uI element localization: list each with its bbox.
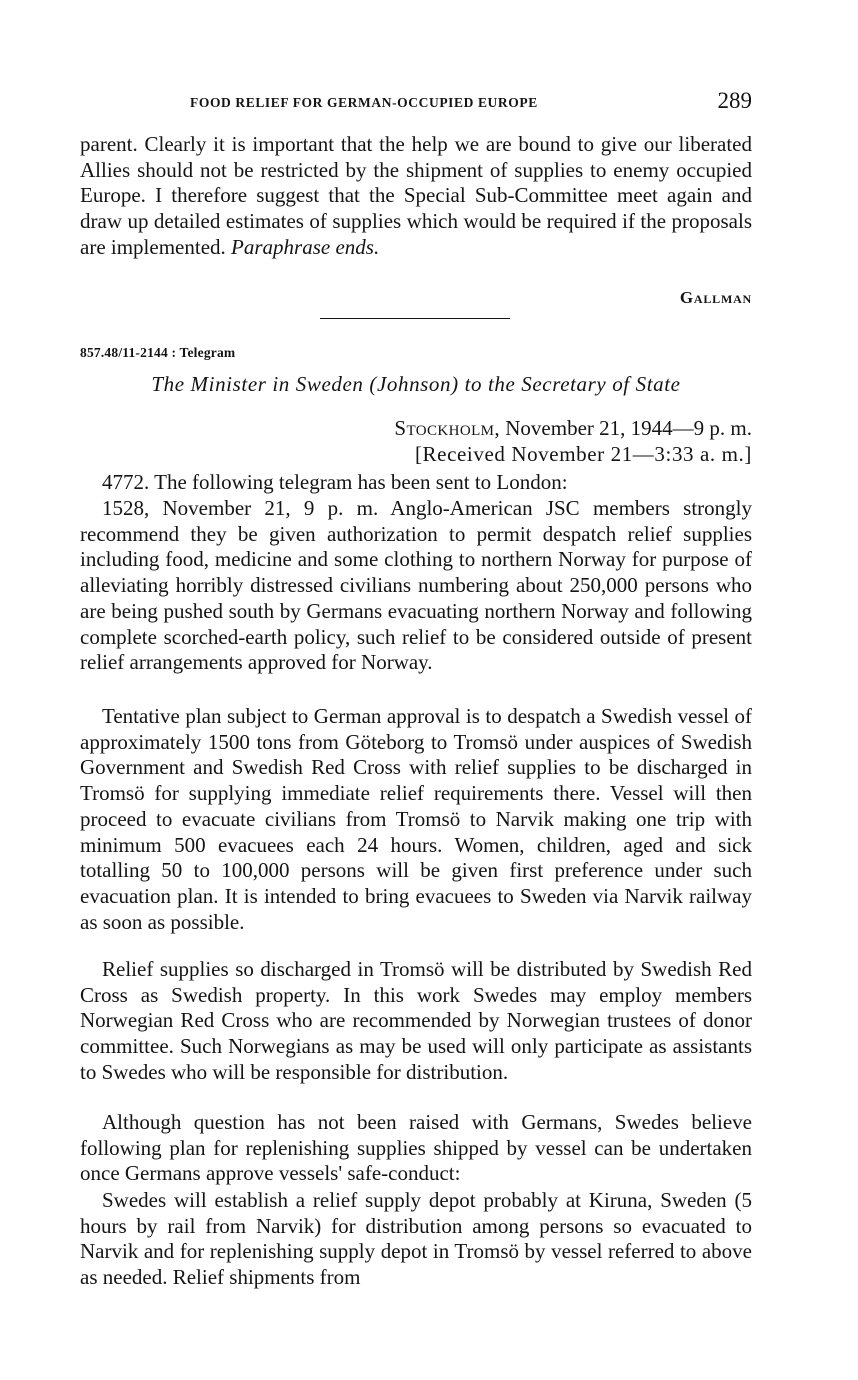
paragraph-5: Although question has not been raised with Germans, Swedes believe following plan for replenishing supplies shipped by vessel can be undertaken once Germans approve vessels' safe-conduct: bbox=[80, 1110, 752, 1186]
paragraph-4: Relief supplies so discharged in Tromsö will be distributed by Swedish Red Cross as Swedish property. In this work Swedes may employ members Norwegian Red Cross who are recommended by Norwegian trustees of donor committee. Such Norwegians as may be used will only participate as assistants to Swedes who will be responsible for distribution. bbox=[80, 957, 752, 1084]
paraphrase-ends: Paraphrase ends. bbox=[231, 234, 380, 259]
paragraph-2: 1528, November 21, 9 p. m. Anglo-American JSC members strongly recommend they be given authorization to permit despatch relief supplies including food, medicine and some clothing to northern Norway for purpose of alleviating horribly distressed civilians numbering about 250,000 persons who are being pushed south by Germans evacuating northern Norway and following complete scorched-earth policy, such relief to be considered outside of present relief arrangements approved for Norway. bbox=[80, 496, 752, 675]
dateline-date: November 21, 1944—9 p. m. bbox=[505, 416, 752, 440]
document-title: The Minister in Sweden (Johnson) to the Secretary of State bbox=[151, 372, 681, 396]
running-title: FOOD RELIEF FOR GERMAN-OCCUPIED EUROPE bbox=[190, 95, 538, 110]
paragraph-3: Tentative plan subject to German approval is to despatch a Swedish vessel of approximately 1500 tons from Göteborg to Tromsö under auspices of Swedish Government and Swedish Red Cross with relief supplies to be discharged in Tromsö for supplying immediate relief requirements there. Vessel will then proceed to evacuate civilians from Tromsö to Narvik making one trip with minimum 500 evacuees each 24 hours. Women, children, aged and sick totalling 50 to 100,000 persons will be given first preference under such evacuation plan. It is intended to bring evacuees to Sweden via Narvik railway as soon as possible. bbox=[80, 704, 752, 934]
previous-document-closing-paragraph bbox=[80, 132, 752, 261]
dateline-place: Stockholm, bbox=[394, 416, 501, 440]
file-number: 857.48/11-2144 : Telegram bbox=[80, 345, 236, 360]
section-divider bbox=[320, 318, 510, 319]
page-number: 289 bbox=[717, 88, 752, 113]
closing-paragraph-text: parent. Clearly it is important that the help we are bound to give our liberated Allies should not be restricted by the shipment of supplies to enemy occupied Europe. I therefore suggest that the Special Sub-Committee meet again and draw up detailed estimates of supplies which would be required if the proposals are implemented. bbox=[80, 132, 752, 259]
signature: Gallman bbox=[679, 288, 752, 307]
paragraph-6: Swedes will establish a relief supply depot probably at Kiruna, Sweden (5 hours by rail from Narvik) for distribution among persons so evacuated to Narvik and for replenishing supply depot in Tromsö by vessel referred to above as needed. Relief shipments from bbox=[80, 1188, 752, 1290]
received-line: [Received November 21—3:33 a. m.] bbox=[414, 442, 752, 466]
running-head bbox=[80, 88, 752, 118]
dateline bbox=[394, 416, 752, 442]
paragraph-1: 4772. The following telegram has been sent to London: bbox=[102, 470, 568, 494]
